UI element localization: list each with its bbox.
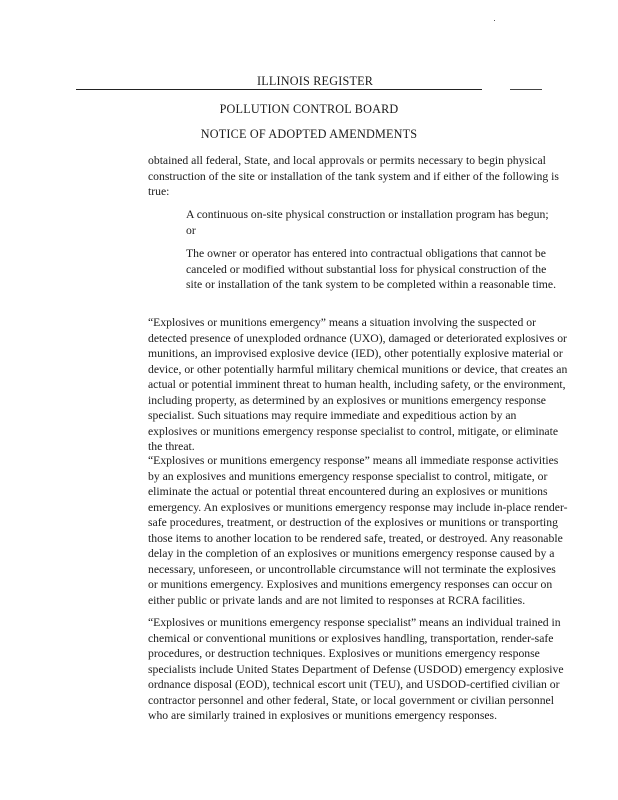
condition-paragraph-1: A continuous on-site physical construction or installation program has begun; or [186,208,549,237]
header-rule [76,89,482,90]
definition-emergency: “Explosives or munitions emergency” means a situation involving the suspected or detected presence of unexploded ordnance (UXO), damaged or deteriorated explosives or munitions, an improvised explosive device (IED), other potentially explosive material or device, or other potentially harmful military chemical munitions or device, that creates an actual or potential imminent threat to human health, including safety, or the environment, including property, as determined by an explosives or munitions emergency response specialist. Such situations may require immediate and expeditious action by an explosives or munitions emergency response specialist to control, mitigate, or eliminate the threat. [148,316,568,453]
definition-emergency-response: “Explosives or munitions emergency response” means all immediate response activities by an explosives and munitions emergency response specialist to control, mitigate, or eliminate the actual or potential threat encountered during an explosives or munitions emergency. An explosives or munitions emergency response may include in-place render-safe procedures, treatment, or destruction of the explosives or munitions or transporting those items to another location to be rendered safe, treated, or destroyed. Any reasonable delay in the completion of an explosives or munitions emergency response caused by a necessary, unforeseen, or uncontrollable circumstance will not terminate the explosives or munitions emergency. Explosives and munitions emergency responses can occur on either public or private lands and are not limited to responses at RCRA facilities. [148,454,568,607]
definition-response-specialist: “Explosives or munitions emergency response specialist” means an individual trained in chemical or conventional munitions or explosives handling, transportation, render-safe procedures, or destruction techniques. Explosives or munitions emergency response specialists include United States Department of Defense (USDOD) emergency explosive ordnance disposal (EOD), technical escort unit (TEU), and USDOD-certified civilian or contractor personnel and other federal, State, or local government or civilian personnel who are similarly trained in explosives or munitions emergency responses. [148,616,564,722]
condition-paragraph-2: The owner or operator has entered into contractual obligations that cannot be canceled or modified without substantial loss for physical construction of the site or installation of the tank system to be completed within a reasonable time. [186,247,557,291]
register-title [0,74,618,89]
scan-speck [494,20,495,21]
agency-title: POLLUTION CONTROL BOARD [219,102,399,116]
register-title-text: ILLINOIS REGISTER [256,74,374,88]
header-rule-fragment [510,89,542,90]
continuation-paragraph: obtained all federal, State, and local approvals or permits necessary to begin physical construction of the site or installation of the tank system and if either of the following is true: [148,154,559,198]
notice-title: NOTICE OF ADOPTED AMENDMENTS [200,127,418,141]
